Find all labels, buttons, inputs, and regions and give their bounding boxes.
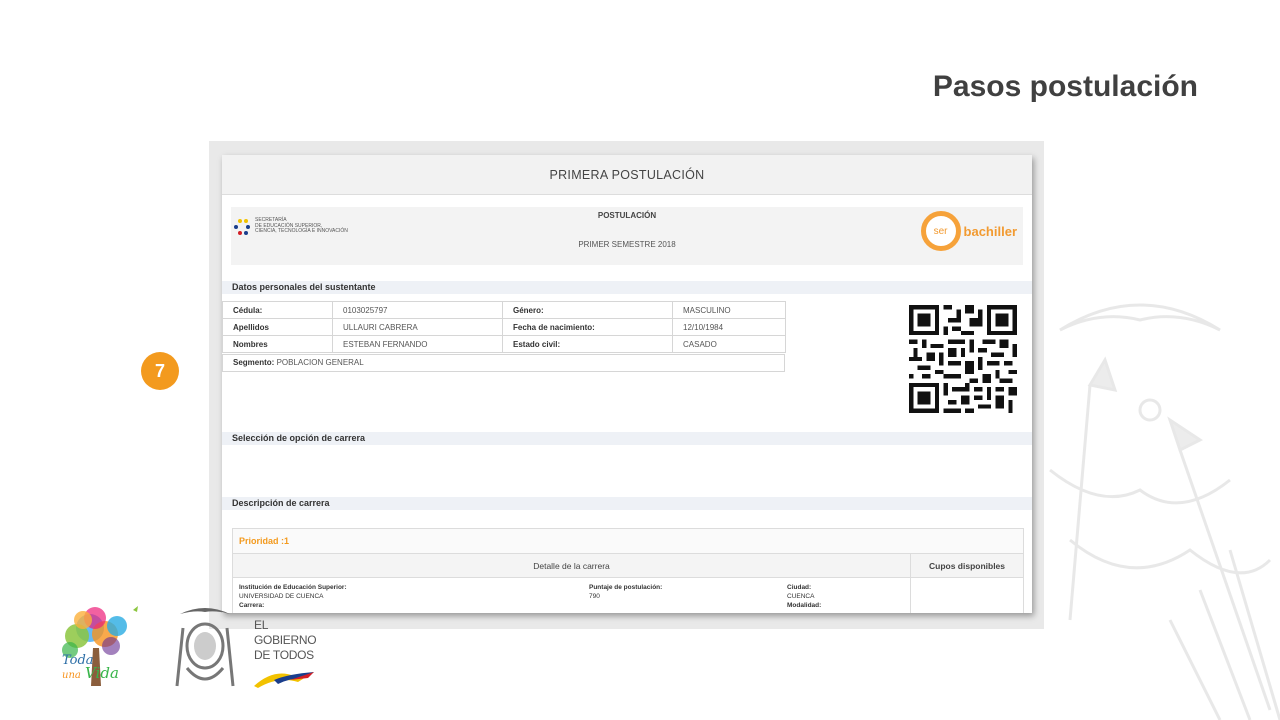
city-label: Ciudad:: [787, 584, 812, 591]
table-cell: Apellidos: [223, 319, 333, 336]
document-banner: [231, 207, 1023, 265]
table-cell: Cédula:: [223, 302, 333, 319]
table-cell: 12/10/1984: [673, 319, 786, 336]
table-cell: Género:: [503, 302, 673, 319]
table-cell: ULLAURI CABRERA: [333, 319, 503, 336]
gobierno-de-todos-text: EL GOBIERNO DE TODOS: [254, 618, 317, 662]
city-column: [781, 578, 911, 613]
table-cell: 0103025797: [333, 302, 503, 319]
score-column: [583, 578, 781, 613]
detail-header: Detalle de la carrera: [233, 554, 911, 577]
score-label: Puntaje de postulación:: [589, 584, 663, 591]
institution-column: [233, 578, 583, 613]
priority-label: Prioridad :1: [233, 529, 1023, 554]
ser-logo-text: bachiller: [963, 223, 1017, 239]
slide-title: Pasos postulación: [932, 70, 1198, 103]
modality-label: Modalidad:: [787, 602, 822, 609]
career-label: Carrera:: [239, 602, 265, 609]
table-cell: Fecha de nacimiento:: [503, 319, 673, 336]
section-career-description: Descripción de carrera: [222, 497, 1032, 510]
gobierno-flag-ribbon-icon: [254, 668, 316, 688]
table-cell: MASCULINO: [673, 302, 786, 319]
career-detail-box: [232, 528, 1024, 613]
table-cell: CASADO: [673, 336, 786, 353]
institution-label: Institución de Educación Superior:: [239, 584, 347, 591]
banner-title: POSTULACIÓN: [597, 211, 657, 220]
segment-row: [222, 354, 785, 372]
personal-data-table: [222, 301, 786, 353]
table-row: [223, 336, 786, 353]
secretaria-text: SECRETARÍA DE EDUCACIÓN SUPERIOR, CIENCIA, TECNOLOGÍA E INNOVACIÓN: [255, 217, 348, 234]
cupos-header: Cupos disponibles: [928, 561, 1006, 571]
segment-label: Segmento:: [233, 358, 275, 367]
table-cell: Estado civil:: [503, 336, 673, 353]
section-career-selection: Selección de opción de carrera: [222, 432, 1032, 445]
table-row: [223, 319, 786, 336]
score-value: 790: [589, 593, 600, 600]
banner-semester: PRIMER SEMESTRE 2018: [578, 240, 676, 249]
ser-bachiller-logo: [921, 211, 1017, 251]
segment-value: POBLACION GENERAL: [276, 358, 364, 367]
career-table-header: [233, 554, 1023, 578]
city-value: CUENCA: [787, 593, 815, 600]
secretaria-emblem-icon: [234, 218, 250, 236]
toda-una-vida-text: Toda una Vida: [62, 653, 119, 682]
coat-of-arms-watermark: [1030, 290, 1280, 720]
ecuador-coat-of-arms-icon: [177, 608, 233, 686]
institution-value: UNIVERSIDAD DE CUENCA: [239, 593, 324, 600]
career-table-body: [233, 578, 1023, 613]
section-personal-data: Datos personales del sustentante: [222, 281, 1032, 294]
ser-circle-icon: ser: [921, 211, 961, 251]
table-cell: ESTEBAN FERNANDO: [333, 336, 503, 353]
table-row: [223, 302, 786, 319]
document-header: PRIMERA POSTULACIÓN: [222, 155, 1032, 195]
step-number-badge: 7: [141, 352, 179, 390]
qr-code-icon: [908, 305, 1018, 413]
table-cell: Nombres: [223, 336, 333, 353]
postulation-document: [222, 155, 1032, 613]
application-screenshot: [209, 141, 1044, 629]
